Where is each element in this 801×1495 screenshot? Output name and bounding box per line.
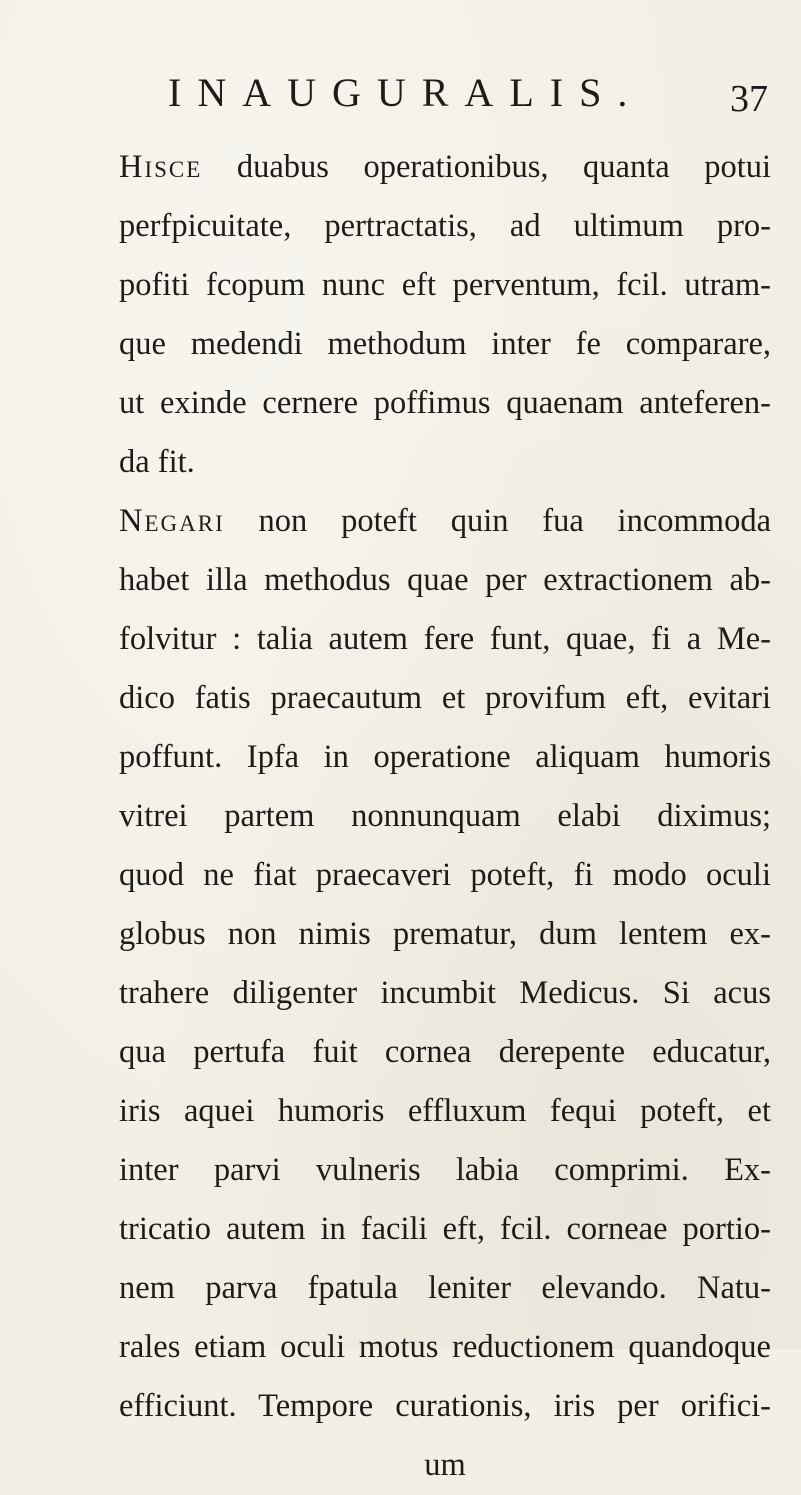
running-title: INAUGURALIS. (168, 70, 644, 115)
page-number: 37 (730, 78, 768, 120)
text-line-content: duabus operationibus, quanta potui (202, 149, 771, 185)
text-line: trahere diligenter incumbit Medicus. Si acus (119, 975, 771, 1011)
text-line: nem parva fpatula leniter elevando. Natu- (119, 1270, 771, 1306)
text-line: que medendi methodum inter fe comparare, (119, 326, 771, 362)
text-line: dico fatis praecautum et provifum eft, evitari (119, 680, 771, 716)
text-line: rales etiam oculi motus reductionem quandoque (119, 1329, 771, 1365)
running-head (168, 70, 768, 120)
text-line: efficiunt. Tempore curationis, iris per orifici- (119, 1388, 771, 1424)
text-line: globus non nimis prematur, dum lentem ex- (119, 916, 771, 952)
text-line: inter parvi vulneris labia comprimi. Ex- (119, 1152, 771, 1188)
text-line: quod ne fiat praecaveri poteft, fi modo oculi (119, 857, 771, 893)
text-line-content: non poteft quin fua incommoda (224, 503, 771, 539)
text-line (119, 492, 771, 551)
text-line: tricatio autem in facili eft, fcil. corneae portio- (119, 1211, 771, 1247)
text-line: poffunt. Ipfa in operatione aliquam humoris (119, 739, 771, 775)
body-text (119, 138, 771, 1495)
text-line: qua pertufa fuit cornea derepente educatur, (119, 1034, 771, 1070)
text-line: habet illa methodus quae per extractionem ab- (119, 562, 771, 598)
text-line: pofiti fcopum nunc eft perventum, fcil. utram- (119, 267, 771, 303)
text-line: iris aquei humoris effluxum fequi poteft, et (119, 1093, 771, 1129)
text-line: folvitur : talia autem fere funt, quae, fi a Me- (119, 621, 771, 657)
catchword: um (424, 1447, 466, 1483)
paragraph-lead-word: Hisce (119, 149, 203, 185)
text-line: ut exinde cernere poffimus quaenam anteferen- (119, 385, 771, 421)
text-line: da fit. (119, 444, 195, 480)
text-line: vitrei partem nonnunquam elabi diximus; (119, 798, 771, 834)
paragraph-lead-word: Negari (119, 503, 225, 539)
text-line (119, 138, 771, 197)
text-line: perfpicuitate, pertractatis, ad ultimum pro- (119, 208, 771, 244)
